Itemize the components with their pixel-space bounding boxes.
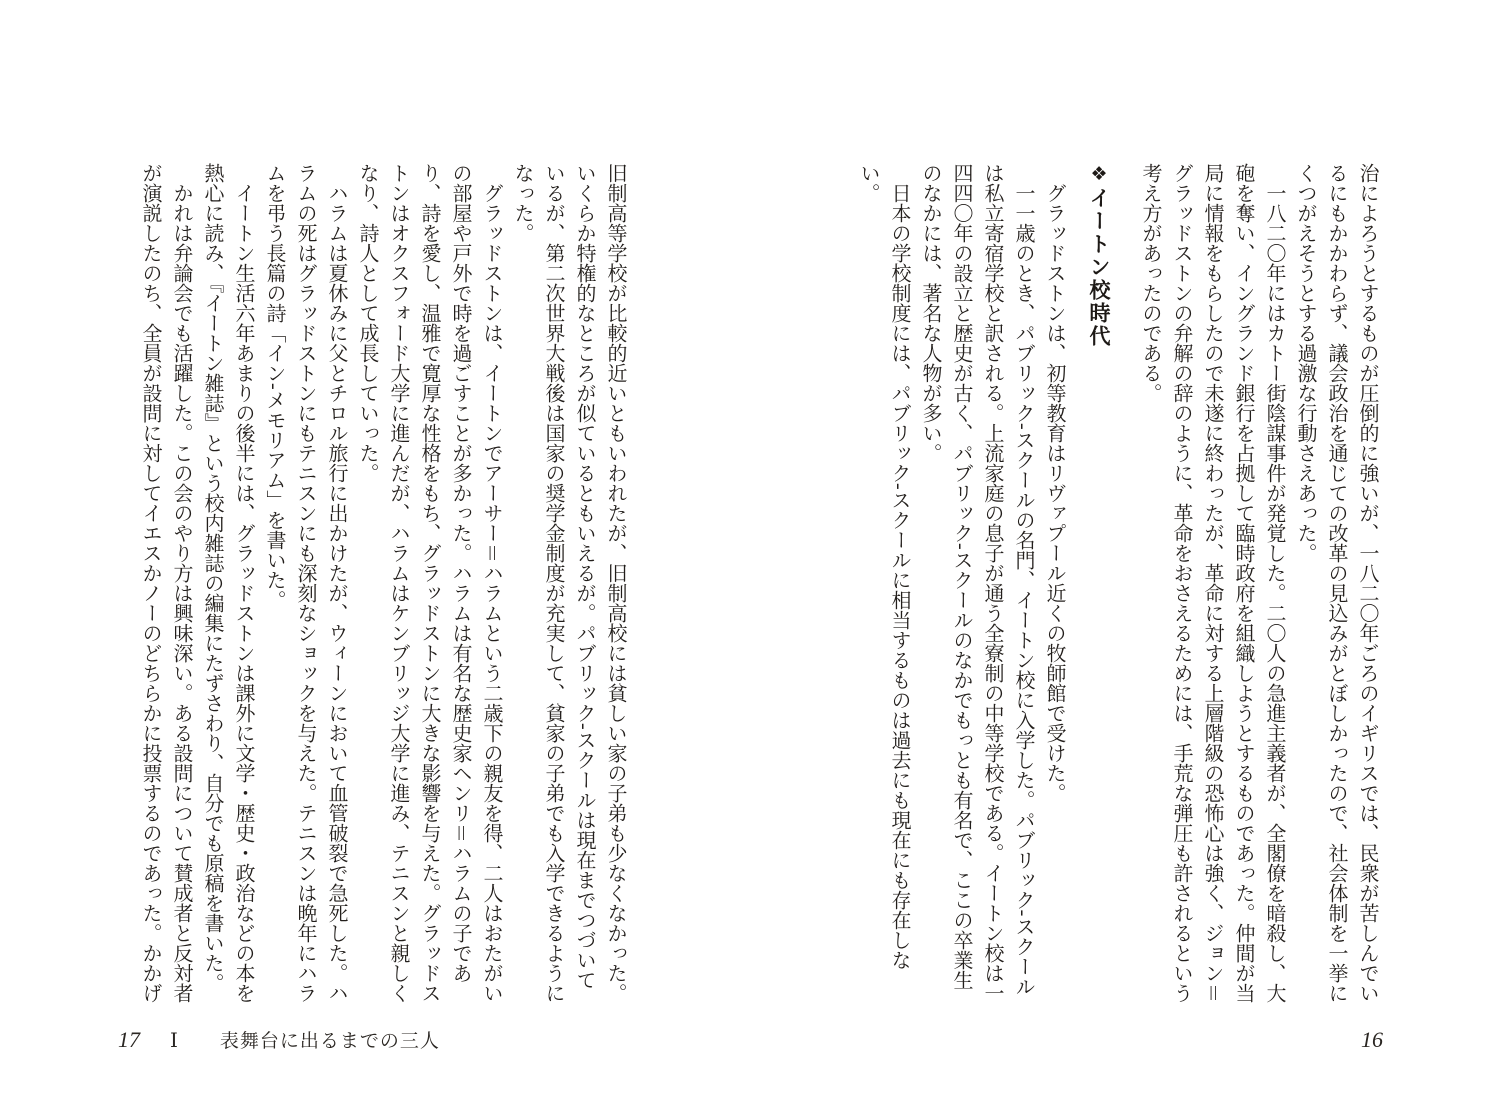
page-number-left: 17	[118, 1027, 140, 1052]
paragraph: イートン生活六年あまりの後半には、グラッドストンは課外に文学・歴史・政治などの本を熱心に読み、『イートン雑誌』という校内雑誌の編集にたずさわり、自分でも原稿を書いた。	[201, 163, 254, 1003]
paragraph: グラッドストンは、イートンでアーサー＝ハラムという二歳下の親友を得、二人はおたがいの部屋や戸外で時を過ごすことが多かった。ハラムは有名な歴史家ヘンリ＝ハラムの子であり、詩を愛し、温雅で寛厚な性格をもち、グラッドストンに大きな影響を与えた。グラッドストンはオクスフォード大学に進んだが、ハラムはケンブリッジ大学に進み、テニスンと親しくなり、詩人として成長していった。	[356, 163, 502, 1003]
running-footer	[118, 1026, 440, 1053]
page-number-right: 16	[1361, 1027, 1383, 1052]
paragraph: 日本の学校制度には、パブリック-スクールに相当するものは過去にも現在にも存在しない。	[857, 163, 910, 970]
paragraph: グラッドストンは、初等教育はリヴァプール近くの牧師館で受けた。	[1043, 183, 1065, 803]
page-right-text-block	[852, 163, 1382, 1003]
paragraph: 一一歳のとき、パブリック-スクールの名門、イートン校に入学した。パブリック-スクールは私立寄宿学校と訳される。上流家庭の息子が通う全寮制の中等学校である。イートン校は一四四〇年の設立と歴史が古く、パブリック-スクールのなかでもっとも有名で、ここの卒業生のなかには、著名な人物が多い。	[919, 163, 1034, 1003]
page-left-text-block	[134, 163, 630, 1003]
chapter-number: Ⅰ	[170, 1030, 178, 1052]
paragraph: 旧制高等学校が比較的近いともいわれたが、旧制高校には貧しい家の子弟も少なくなかった。いくらか特権的なところが似ているともいえるが。パブリック-スクールは現在までつづいているが、第二次世界大戦後は国家の奨学金制度が充実して、貧家の子弟でも入学できるようになった。	[511, 163, 626, 1003]
paragraph: かれは弁論会でも活躍した。この会のやり方は興味深い。ある設問について賛成者と反対者が演説したのち、全員が設問に対してイエスかノーのどちらかに投票するのであった。かかげ	[139, 163, 192, 1003]
paragraph: 一八二〇年にはカトー街陰謀事件が発覚した。二〇人の急進主義者が、全閣僚を暗殺し、大砲を奪い、イングランド銀行を占拠して臨時政府を組織しようとするものであった。仲間が当局に情報をもらしたので未遂に終わったが、革命に対する上層階級の恐怖心は強く、ジョン＝グラッドストンの弁解の辞のように、革命をおさえるためには、手荒な弾圧も許されるという考え方があったのである。	[1139, 163, 1285, 1003]
paragraph: ハラムは夏休みに父とチロル旅行に出かけたが、ウィーンにおいて血管破裂で急死した。ハラムの死はグラッドストンにもテニスンにも深刻なショックを与えた。テニスンは晩年にハラムを弔う長篇の詩「イン-メモリアム」を書いた。	[263, 163, 347, 1003]
section-heading-label: イートン校時代	[1087, 187, 1110, 348]
paragraph: 治によろうとするものが圧倒的に強いが、一八二〇年ごろのイギリスでは、民衆が苦しんでいるにもかかわらず、議会政治を通じての改革の見込みがとぼしかったので、社会体制を一挙にくつがえそうとする過激な行動さえあった。	[1294, 163, 1378, 1003]
section-ornament-icon: ❖	[1088, 163, 1109, 187]
section-heading	[1083, 163, 1114, 1003]
chapter-title: 表舞台に出るまでの三人	[219, 1031, 440, 1052]
